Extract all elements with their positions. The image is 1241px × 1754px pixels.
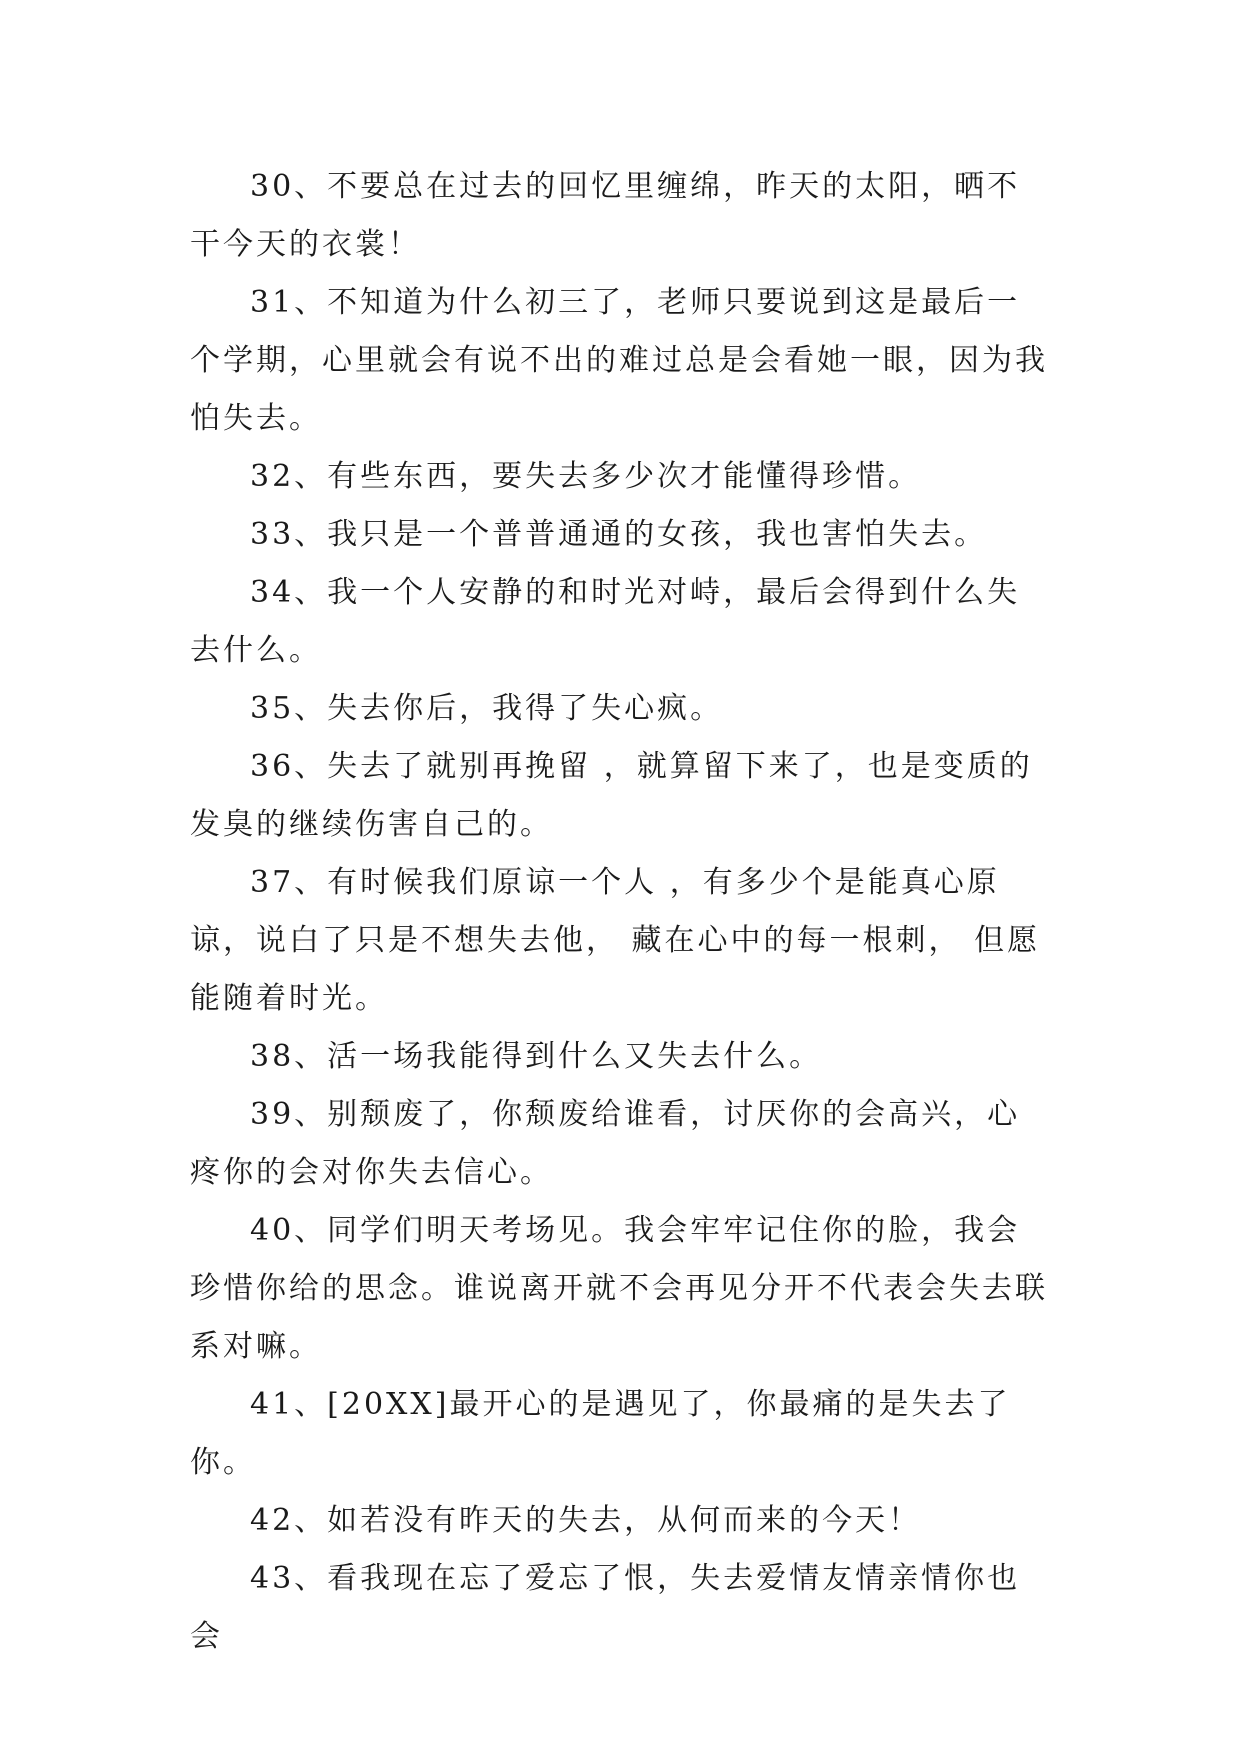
paragraph-35: 35、失去你后，我得了失心疯。 [250, 691, 724, 726]
paragraph-36: 36、失去了就别再挽留 ，就算留下来了，也是变质的发臭的继续伤害自己的。 [190, 749, 1033, 842]
paragraph-37: 37、有时候我们原谅一个人 ，有多少个是能真心原谅，说白了只是不想失去他， 藏在心中的每一根刺， 但愿能随着时光。 [190, 865, 1041, 1016]
paragraph-30: 30、不要总在过去的回忆里缠绵，昨天的太阳，晒不干今天的衣裳！ [190, 169, 1021, 262]
paragraph-32: 32、有些东西，要失去多少次才能懂得珍惜。 [250, 459, 922, 494]
paragraph-43: 43、看我现在忘了爱忘了恨，失去爱情友情亲情你也会 [190, 1561, 1021, 1654]
paragraph-41: 41、[20XX]最开心的是遇见了，你最痛的是失去了你。 [190, 1387, 1011, 1480]
paragraph-42: 42、如若没有昨天的失去，从何而来的今天！ [250, 1503, 922, 1538]
paragraph-40: 40、同学们明天考场见。我会牢牢记住你的脸，我会珍惜你给的思念。谁说离开就不会再见分开不代表会失去联系对嘛。 [190, 1213, 1048, 1364]
paragraph-34: 34、我一个人安静的和时光对峙，最后会得到什么失去什么。 [190, 575, 1021, 668]
paragraph-38: 38、活一场我能得到什么又失去什么。 [250, 1039, 823, 1074]
document-body [190, 158, 1050, 1666]
paragraph-39: 39、别颓废了，你颓废给谁看，讨厌你的会高兴，心疼你的会对你失去信心。 [190, 1097, 1021, 1190]
paragraph-33: 33、我只是一个普普通通的女孩，我也害怕失去。 [250, 517, 988, 552]
paragraph-31: 31、不知道为什么初三了，老师只要说到这是最后一个学期，心里就会有说不出的难过总是会看她一眼，因为我怕失去。 [190, 285, 1048, 436]
